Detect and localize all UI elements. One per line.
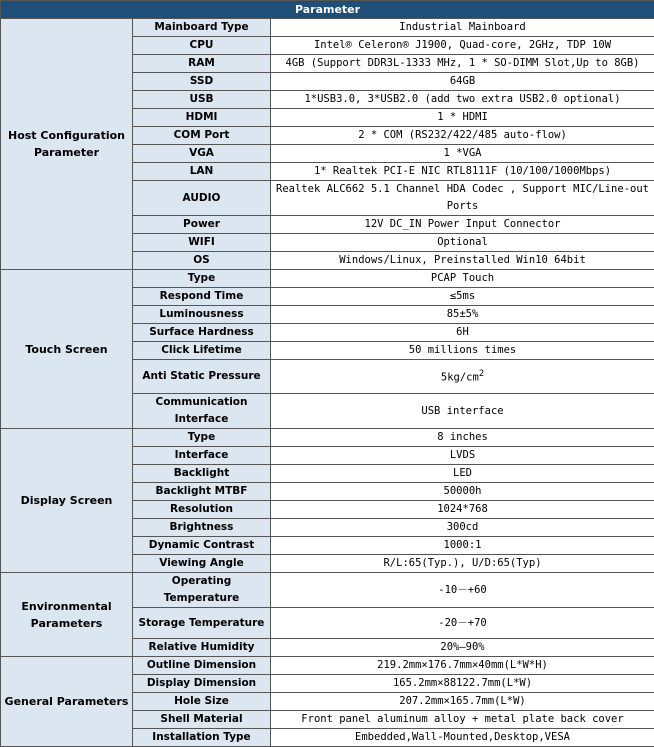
parameter-value (271, 37, 654, 55)
parameter-value-text: 1*USB3.0, 3*USB2.0 (add two extra USB2.0 optional) (304, 93, 620, 105)
parameter-label: Installation Type (133, 729, 271, 747)
parameter-value (271, 501, 654, 519)
parameter-value-text: Intel® Celeron® J1900, Quad-core, 2GHz, TDP 10W (314, 39, 611, 51)
parameter-value (271, 675, 654, 693)
parameter-label: Communication Interface (133, 394, 271, 429)
parameter-label: Storage Temperature (133, 608, 271, 639)
parameter-label: Viewing Angle (133, 555, 271, 573)
parameter-value-text: LVDS (450, 449, 475, 461)
parameter-value (271, 306, 654, 324)
parameter-label: Dynamic Contrast (133, 537, 271, 555)
parameter-value-text: PCAP Touch (431, 272, 494, 284)
parameter-value-superscript: 2 (479, 369, 484, 379)
parameter-value-text: 300cd (447, 521, 479, 533)
table-row (1, 657, 654, 675)
parameter-value (271, 19, 654, 37)
parameter-value-text: USB interface (421, 405, 503, 417)
parameter-value-text: 4GB (Support DDR3L-1333 MHz, 1 * SO-DIMM Slot,Up to 8GB) (286, 57, 640, 69)
parameter-value-text: -10－+60 (438, 584, 486, 596)
parameter-value-text: 20%—90% (440, 641, 484, 653)
parameter-value-text: LED (453, 467, 472, 479)
parameter-value-text: R/L:65(Typ.), U/D:65(Typ) (383, 557, 541, 569)
parameter-label: Respond Time (133, 288, 271, 306)
parameter-value (271, 429, 654, 447)
parameter-label: COM Port (133, 127, 271, 145)
parameter-label: Backlight MTBF (133, 483, 271, 501)
parameter-value-text: 1* Realtek PCI-E NIC RTL8111F (10/100/1000Mbps) (314, 165, 611, 177)
parameter-value-text: 207.2mm×165.7mm(L*W) (399, 695, 525, 707)
parameter-label: WIFI (133, 234, 271, 252)
parameter-label: Relative Humidity (133, 639, 271, 657)
parameter-value (271, 573, 654, 608)
parameter-value (271, 729, 654, 747)
parameter-value (271, 234, 654, 252)
parameter-value-text: Realtek ALC662 5.1 Channel HDA Codec , Support MIC/Line-out Ports (276, 183, 649, 212)
parameter-label: Operating Temperature (133, 573, 271, 608)
parameter-value (271, 447, 654, 465)
parameter-value (271, 216, 654, 234)
parameter-value-text: 1024*768 (437, 503, 488, 515)
parameter-value (271, 537, 654, 555)
parameter-label: Surface Hardness (133, 324, 271, 342)
parameter-label: VGA (133, 145, 271, 163)
parameter-label: Anti Static Pressure (133, 360, 271, 394)
parameter-value-text: 64GB (450, 75, 475, 87)
group-label-host-configuration-parameter: Host Configuration Parameter (1, 19, 133, 270)
parameter-label: AUDIO (133, 181, 271, 216)
parameter-value-text: 6H (456, 326, 469, 338)
parameter-value (271, 465, 654, 483)
parameter-value-text: Industrial Mainboard (399, 21, 525, 33)
group-label-display-screen: Display Screen (1, 429, 133, 573)
parameter-value (271, 145, 654, 163)
parameter-label: USB (133, 91, 271, 109)
parameter-value-text: 219.2mm×176.7mm×40mm(L*W*H) (377, 659, 548, 671)
table-title: Parameter (1, 1, 654, 19)
parameter-value (271, 55, 654, 73)
table-header-row (1, 1, 654, 19)
parameter-value-text: 12V DC_IN Power Input Connector (365, 218, 561, 230)
parameter-label: Interface (133, 447, 271, 465)
table-body (1, 19, 654, 747)
parameter-value (271, 109, 654, 127)
parameter-value-text: 50 millions times (409, 344, 516, 356)
parameter-label: Type (133, 429, 271, 447)
parameter-label: Backlight (133, 465, 271, 483)
parameter-value (271, 127, 654, 145)
parameter-label: Hole Size (133, 693, 271, 711)
parameter-value (271, 519, 654, 537)
parameter-label: Type (133, 270, 271, 288)
parameter-label: Power (133, 216, 271, 234)
parameter-value-text: -20－+70 (438, 617, 486, 629)
parameter-value-text: 165.2mm×88122.7mm(L*W) (393, 677, 532, 689)
parameter-label: OS (133, 252, 271, 270)
parameter-value (271, 324, 654, 342)
table-row (1, 270, 654, 288)
table-row (1, 429, 654, 447)
group-label-general-parameters: General Parameters (1, 657, 133, 747)
parameter-value-text: 85±5% (447, 308, 479, 320)
parameter-label: Resolution (133, 501, 271, 519)
parameter-value (271, 342, 654, 360)
parameter-label: Shell Material (133, 711, 271, 729)
parameter-value-text: 1 * HDMI (437, 111, 488, 123)
parameter-label: Mainboard Type (133, 19, 271, 37)
parameter-value (271, 270, 654, 288)
parameter-value (271, 657, 654, 675)
group-label-touch-screen: Touch Screen (1, 270, 133, 429)
parameter-label: Luminousness (133, 306, 271, 324)
parameter-value (271, 711, 654, 729)
parameter-label: Brightness (133, 519, 271, 537)
parameter-value-text: 8 inches (437, 431, 488, 443)
parameter-value-text: 2 * COM (RS232/422/485 auto-flow) (358, 129, 567, 141)
parameter-label: Outline Dimension (133, 657, 271, 675)
parameter-value (271, 163, 654, 181)
parameter-value-text: 50000h (444, 485, 482, 497)
group-label-environmental-parameters: Environmental Parameters (1, 573, 133, 657)
parameter-label: SSD (133, 73, 271, 91)
parameter-value (271, 693, 654, 711)
table-row (1, 573, 654, 608)
parameter-label: CPU (133, 37, 271, 55)
parameter-value-text: Windows/Linux, Preinstalled Win10 64bit (339, 254, 586, 266)
parameter-value (271, 252, 654, 270)
parameter-label: LAN (133, 163, 271, 181)
parameter-value-text: 1 *VGA (444, 147, 482, 159)
table-row (1, 19, 654, 37)
parameter-value (271, 91, 654, 109)
parameter-value-text: Front panel aluminum alloy + metal plate back cover (301, 713, 623, 725)
parameter-value (271, 181, 654, 216)
parameter-label: RAM (133, 55, 271, 73)
parameter-value (271, 639, 654, 657)
parameter-label: HDMI (133, 109, 271, 127)
parameter-value-text: 1000:1 (444, 539, 482, 551)
parameter-value (271, 288, 654, 306)
parameter-value-text: 5kg/cm (441, 372, 479, 384)
parameter-value-text: Embedded,Wall-Mounted,Desktop,VESA (355, 731, 570, 743)
parameter-value (271, 360, 654, 394)
parameter-value (271, 483, 654, 501)
parameter-value (271, 394, 654, 429)
parameter-value (271, 73, 654, 91)
parameter-label: Click Lifetime (133, 342, 271, 360)
parameter-value-text: ≤5ms (450, 290, 475, 302)
parameter-value (271, 555, 654, 573)
parameter-value-text: Optional (437, 236, 488, 248)
parameter-value (271, 608, 654, 639)
parameter-label: Display Dimension (133, 675, 271, 693)
